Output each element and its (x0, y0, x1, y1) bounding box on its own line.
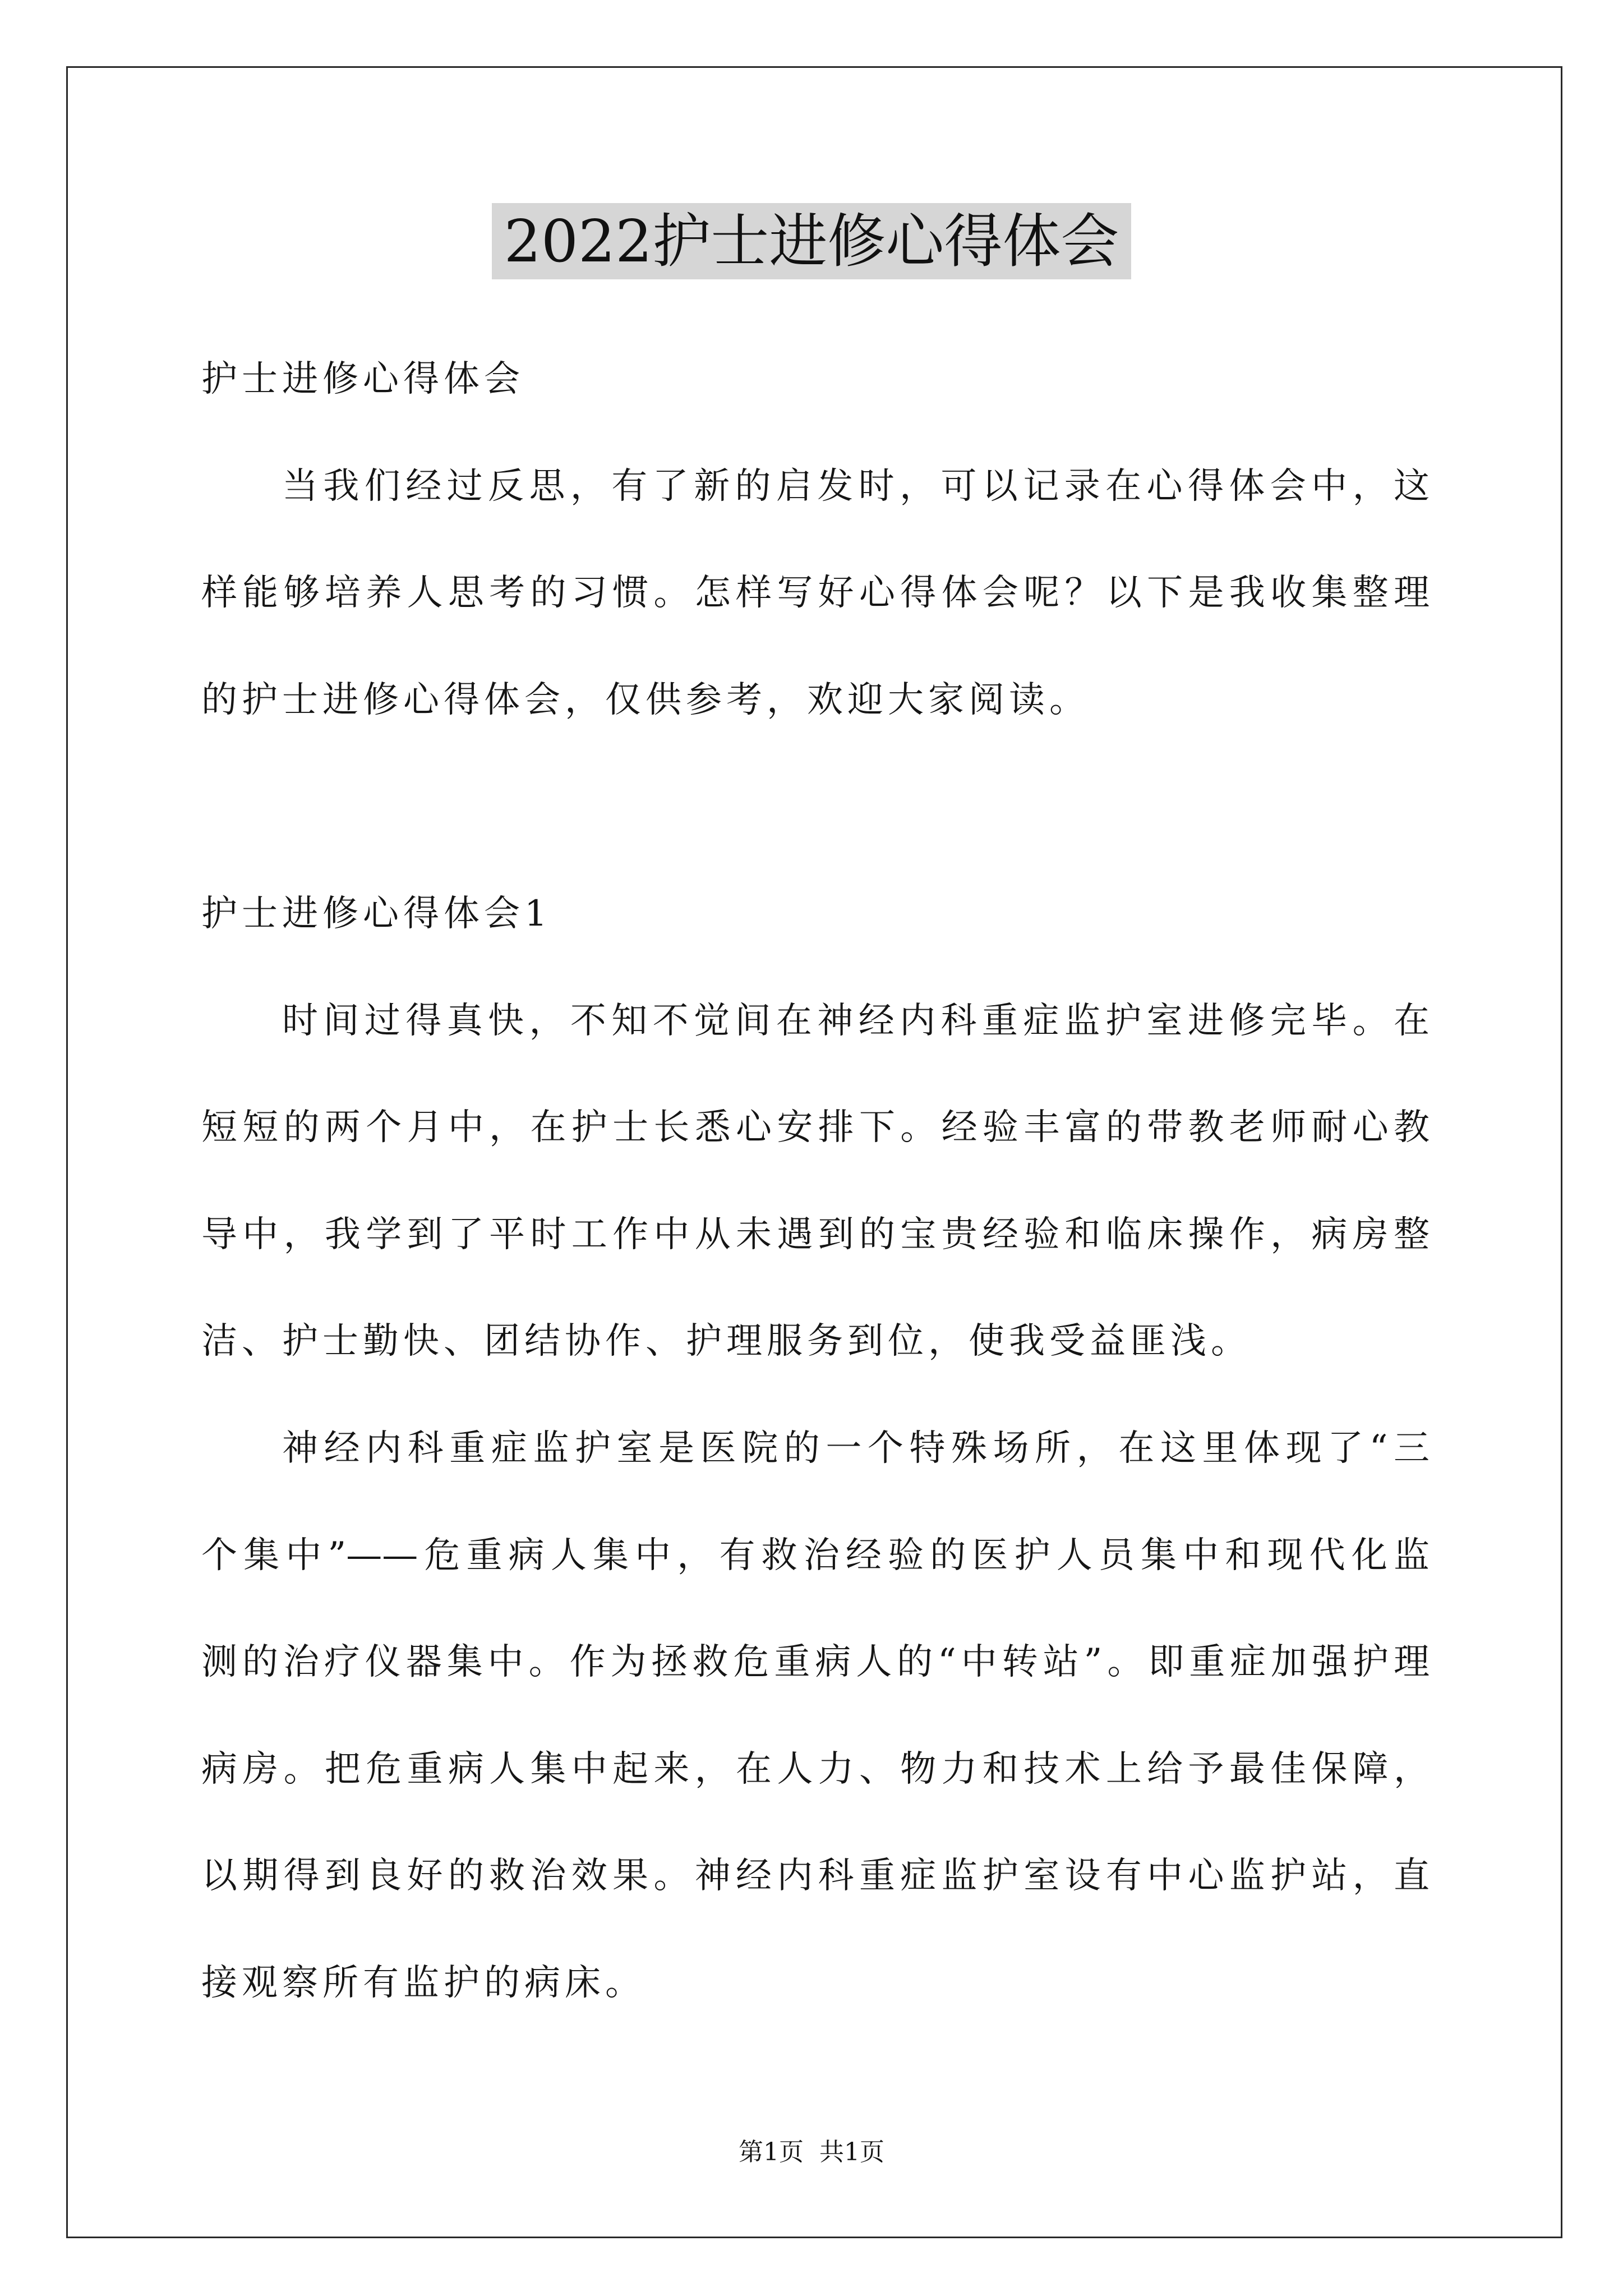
text-line: 样能够培养人思考的习惯。怎样写好心得体会呢？以下是我收集整理 (201, 572, 1430, 614)
intro-heading: 护士进修心得体会 (201, 358, 524, 400)
text-line: 测的治疗仪器集中。作为拯救危重病人的“中转站”。即重症加强护理 (201, 1641, 1430, 1683)
paragraph (201, 968, 1430, 1395)
paragraph (201, 1395, 1430, 2037)
paragraph (201, 433, 1430, 754)
text-line: 短短的两个月中，在护士长悉心安排下。经验丰富的带教老师耐心教 (201, 1107, 1430, 1149)
text-line: 个集中”——危重病人集中，有救治经验的医护人员集中和现代化监 (201, 1534, 1430, 1576)
text-line: 神经内科重症监护室是医院的一个特殊场所，在这里体现了“三 (282, 1427, 1430, 1469)
text-line: 时间过得真快，不知不觉间在神经内科重症监护室进修完毕。在 (282, 1000, 1430, 1042)
text-line: 导中，我学到了平时工作中从未遇到的宝贵经验和临床操作，病房整 (201, 1213, 1430, 1255)
section-heading: 护士进修心得体会1 (201, 892, 552, 935)
page-footer: 第1页 共1页 (739, 2138, 884, 2166)
title-container (0, 203, 1623, 279)
text-line: 当我们经过反思，有了新的启发时，可以记录在心得体会中，这 (282, 465, 1430, 507)
text-line: 以期得到良好的救治效果。神经内科重症监护室设有中心监护站，直 (201, 1855, 1430, 1897)
document-title: 2022护士进修心得体会 (492, 203, 1132, 279)
text-line: 病房。把危重病人集中起来，在人力、物力和技术上给予最佳保障， (201, 1748, 1430, 1790)
text-line: 洁、护士勤快、团结协作、护理服务到位，使我受益匪浅。 (201, 1320, 1251, 1363)
text-line: 接观察所有监护的病床。 (201, 1962, 645, 2004)
blank-line (201, 753, 1430, 861)
text-line: 的护士进修心得体会，仅供参考，欢迎大家阅读。 (201, 679, 1090, 721)
document-body (201, 326, 1430, 2037)
